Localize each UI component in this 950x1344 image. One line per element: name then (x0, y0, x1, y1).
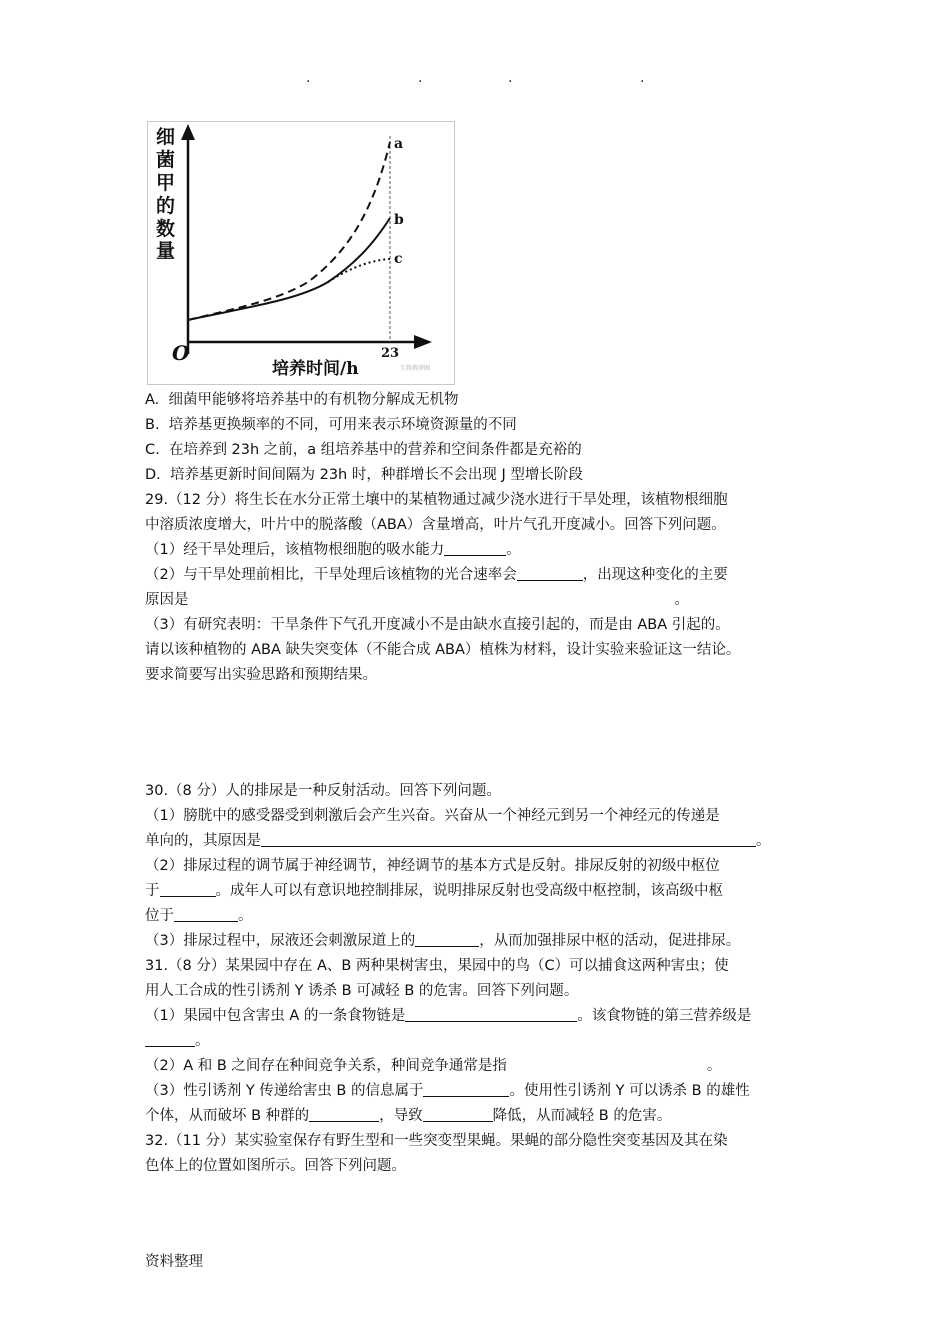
y-label-char: 数 (156, 218, 176, 240)
answer-blank[interactable] (423, 1081, 509, 1097)
y-label-char: 菌 (156, 149, 176, 171)
q31-stem-line: 31.（8 分）某果园中存在 A、B 两种果树害虫，果园中的鸟（C）可以捕食这两种害虫；使 (145, 958, 729, 974)
answer-blank[interactable] (261, 831, 756, 847)
q30-part1-line2 (145, 829, 813, 854)
answer-blank[interactable] (423, 1106, 493, 1122)
q29-part2-text: 原因是 (145, 592, 189, 608)
answer-blank[interactable] (309, 1106, 379, 1122)
q30-part2-line: （2）排尿过程的调节属于神经调节，神经调节的基本方式是反射。排尿反射的初级中枢位 (145, 858, 720, 874)
q31-part1-end: 。 (195, 1033, 210, 1049)
q31-part3-text: 个体，从而破坏 B 种群的 (145, 1108, 310, 1124)
header-dot: . (508, 70, 513, 86)
q32-stem-line: 色体上的位置如图所示。回答下列问题。 (145, 1158, 406, 1174)
q30-stem: 30.（8 分）人的排尿是一种反射活动。回答下列问题。 (145, 783, 501, 799)
q30-part2-text: 。成年人可以有意识地控制排尿，说明排尿反射也受高级中枢控制，该高级中枢 (215, 883, 723, 899)
y-label-char: 细 (156, 126, 176, 148)
y-axis-arrow (181, 124, 195, 140)
growth-curve-figure (147, 121, 455, 385)
watermark-text: 生物教研圈 (400, 365, 431, 372)
q31-part1-text: 。该食物链的第三营养级是 (577, 1008, 752, 1024)
q29-part2-text: （2）与干旱处理前相比，干旱处理后该植物的光合速率会 (145, 567, 517, 583)
page-footer: 资料整理 (145, 1254, 203, 1270)
q31-part1-line1 (145, 1004, 813, 1029)
q30-part1-end: 。 (756, 833, 771, 849)
q28-option-c: C. 在培养到 23h 之前，a 组培养基中的营养和空间条件都是充裕的 (145, 442, 582, 458)
curve-b (188, 218, 390, 320)
q31-part2-text: （2）A 和 B 之间存在种间竞争关系，种间竞争通常是指 (145, 1058, 507, 1074)
q30-part2-text: 位于 (145, 908, 174, 924)
header-dot: . (640, 70, 645, 86)
y-label-char: 的 (156, 195, 176, 217)
header-dot: . (306, 70, 311, 86)
answer-blank[interactable] (160, 881, 216, 897)
q31-part3-text: （3）性引诱剂 Y 传递给害虫 B 的信息属于 (145, 1083, 424, 1099)
q30-part2-line3 (145, 904, 813, 929)
answer-blank[interactable] (405, 1006, 577, 1022)
q30-part3-text: ，从而加强排尿中枢的活动，促进排尿。 (479, 933, 741, 949)
q31-part1-text: （1）果园中包含害虫 A 的一条食物链是 (145, 1008, 406, 1024)
header-dot: . (418, 70, 423, 86)
q31-part2 (145, 1054, 813, 1079)
curve-a-label: a (394, 136, 404, 152)
y-label-char: 量 (156, 240, 176, 262)
q31-part1-line2 (145, 1029, 813, 1054)
q29-part3-line: （3）有研究表明：干旱条件下气孔开度减小不是由缺水直接引起的，而是由 ABA 引起的。 (145, 617, 730, 633)
q30-part2-end: 。 (238, 908, 253, 924)
q28-option-b: B. 培养基更换频率的不同，可用来表示环境资源量的不同 (145, 417, 517, 433)
q29-stem-line: 29.（12 分）将生长在水分正常土壤中的某植物通过减少浇水进行干旱处理，该植物根细胞 (145, 492, 728, 508)
q31-part3-line1 (145, 1079, 813, 1104)
q31-part3-text: 降低，从而减轻 B 的危害。 (492, 1108, 672, 1124)
q30-part3-text: （3）排尿过程中，尿液还会刺激尿道上的 (145, 933, 416, 949)
q29-part3-line: 请以该种植物的 ABA 缺失突变体（不能合成 ABA）植株为材料，设计实验来验证这一结论。 (145, 642, 741, 658)
answer-blank[interactable] (517, 565, 583, 581)
q29-part2-end: 。 (674, 592, 689, 608)
q31-part2-end: 。 (706, 1058, 722, 1074)
q29-part1-end: 。 (506, 542, 521, 558)
q29-part2-line2 (145, 588, 813, 613)
answer-blank[interactable] (444, 540, 506, 556)
q31-stem-line: 用人工合成的性引诱剂 Y 诱杀 B 可减轻 B 的危害。回答下列问题。 (145, 983, 579, 999)
growth-curve-svg (148, 122, 454, 384)
q31-part3-line2 (145, 1104, 813, 1129)
curve-c-label: c (394, 251, 403, 267)
q30-part2-line2 (145, 879, 813, 904)
q29-part2-line1 (145, 563, 813, 588)
q29-part3-line: 要求简要写出实验思路和预期结果。 (145, 667, 377, 683)
answer-blank[interactable] (174, 906, 238, 922)
y-label-char: 甲 (156, 172, 176, 194)
q29-part2-text: ，出现这种变化的主要 (582, 567, 728, 583)
q28-option-a: A. 细菌甲能够将培养基中的有机物分解成无机物 (145, 392, 459, 408)
q30-part1-line: （1）膀胱中的感受器受到刺激后会产生兴奋。兴奋从一个神经元到另一个神经元的传递是 (145, 808, 720, 824)
x-axis-arrow (414, 335, 432, 349)
q31-part3-text: ，导致 (379, 1108, 423, 1124)
curve-c (328, 259, 390, 282)
q29-part1-text: （1）经干旱处理后，该植物根细胞的吸水能力 (145, 542, 445, 558)
q30-part1-text: 单向的，其原因是 (145, 833, 261, 849)
answer-blank[interactable] (415, 931, 479, 947)
answer-area[interactable] (145, 688, 813, 779)
q31-part3-text: 。使用性引诱剂 Y 可以诱杀 B 的雄性 (509, 1083, 750, 1099)
q32-stem-line: 32.（11 分）某实验室保存有野生型和一些突变型果蝇。果蝇的部分隐性突变基因及其在染 (145, 1133, 728, 1149)
answer-blank[interactable] (145, 1031, 195, 1047)
q30-part2-text: 于 (145, 883, 160, 899)
x-tick-23: 23 (381, 346, 400, 361)
curve-a (188, 142, 390, 320)
q28-option-d: D. 培养基更新时间间隔为 23h 时，种群增长不会出现 J 型增长阶段 (145, 467, 583, 483)
q29-part1 (145, 538, 813, 563)
curve-b-label: b (394, 212, 404, 228)
q30-part3 (145, 929, 813, 954)
origin-label: O (172, 341, 190, 365)
header-dots (0, 70, 950, 90)
x-axis-label: 培养时间/h (272, 359, 359, 379)
q29-stem-line: 中溶质浓度增大，叶片中的脱落酸（ABA）含量增高，叶片气孔开度减小。回答下列问题。 (145, 517, 726, 533)
question-content (145, 388, 813, 1179)
